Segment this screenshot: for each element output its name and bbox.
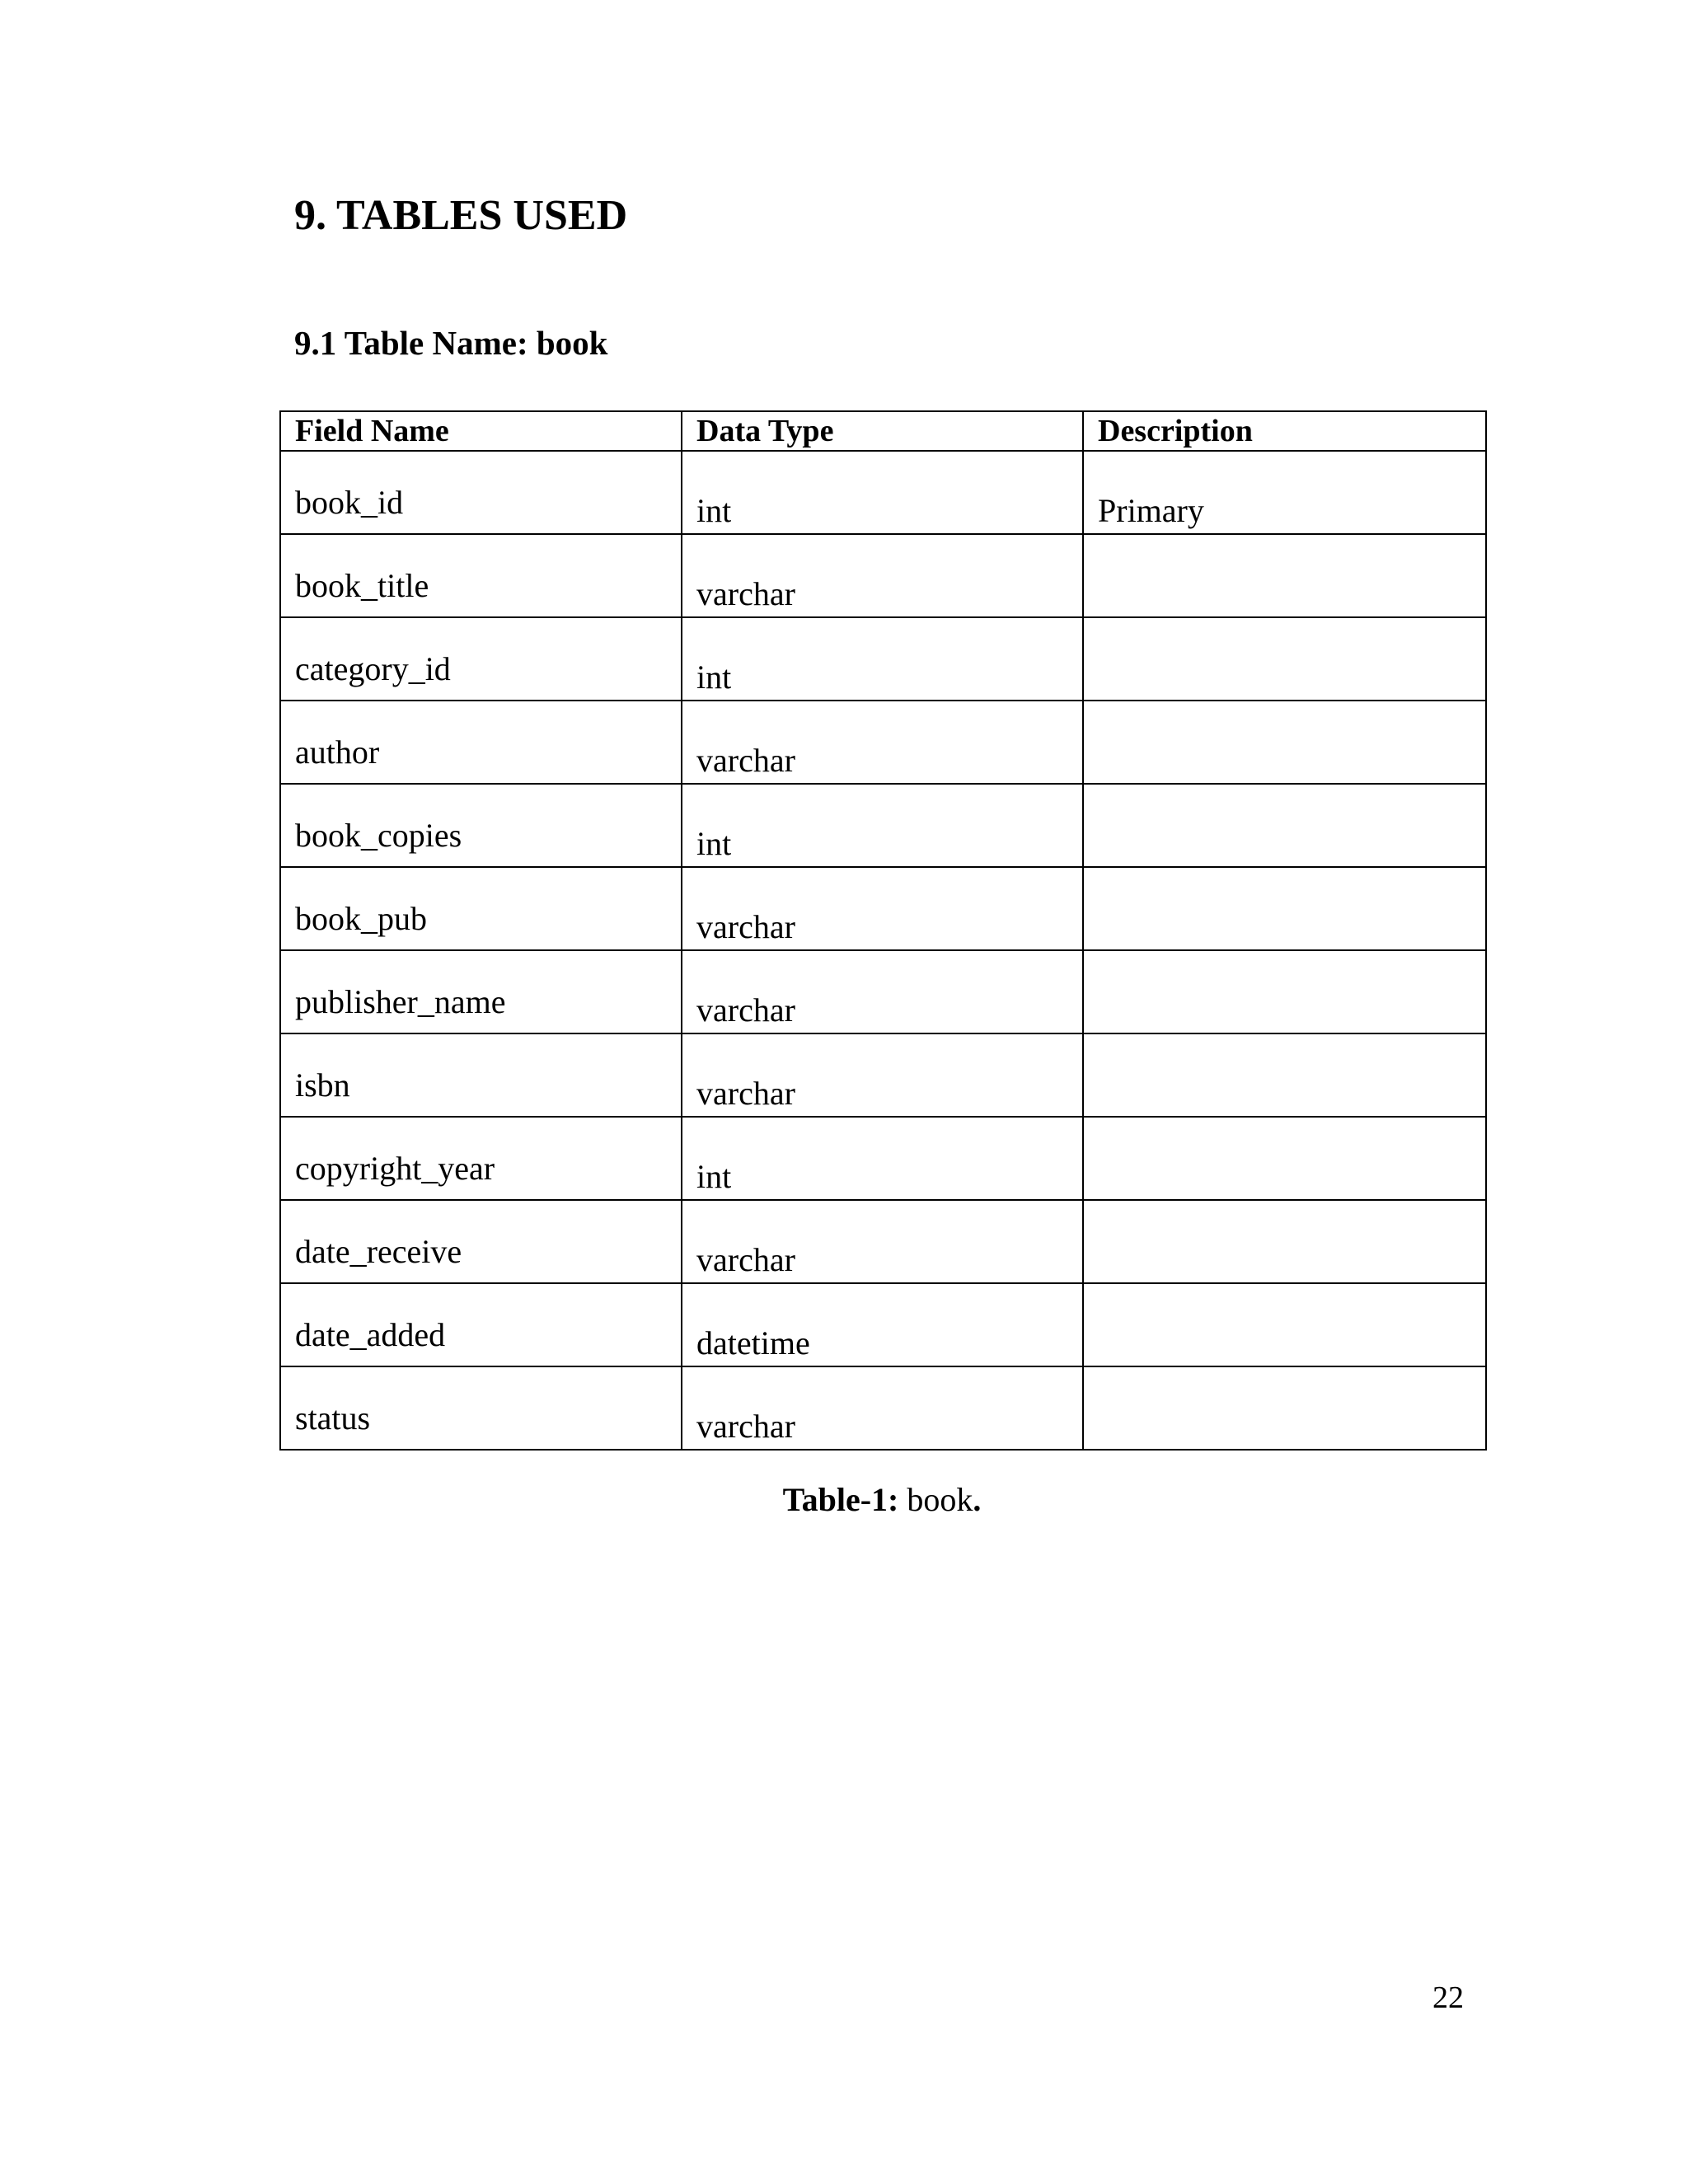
field-name: book_copies (295, 817, 462, 854)
type-cell (682, 1033, 1083, 1117)
data-type: datetime (696, 1324, 810, 1361)
field-cell (280, 701, 682, 784)
header-field-name: Field Name (280, 411, 682, 451)
desc-cell (1083, 784, 1486, 867)
data-type: int (696, 825, 732, 862)
field-cell (280, 1033, 682, 1117)
table-row (280, 701, 1486, 784)
desc-cell (1083, 617, 1486, 701)
type-cell (682, 784, 1083, 867)
field-name: author (295, 733, 380, 771)
desc-cell (1083, 1200, 1486, 1283)
type-cell (682, 1200, 1083, 1283)
table-row (280, 784, 1486, 867)
field-cell (280, 1117, 682, 1200)
table-row (280, 1366, 1486, 1450)
type-cell (682, 1366, 1083, 1450)
table-row (280, 1033, 1486, 1117)
field-name: isbn (295, 1066, 350, 1104)
field-name: book_id (295, 484, 404, 521)
type-cell (682, 451, 1083, 534)
field-name: date_added (295, 1316, 446, 1353)
field-cell (280, 950, 682, 1033)
type-cell (682, 950, 1083, 1033)
data-type: varchar (696, 908, 795, 945)
type-cell (682, 534, 1083, 617)
table-row (280, 617, 1486, 701)
field-name: publisher_name (295, 983, 506, 1020)
caption-end: . (973, 1481, 982, 1518)
desc-cell (1083, 950, 1486, 1033)
table-caption (0, 1483, 1688, 1516)
field-cell (280, 534, 682, 617)
table-row (280, 534, 1486, 617)
field-cell (280, 1200, 682, 1283)
header-description: Description (1083, 411, 1486, 451)
field-cell (280, 451, 682, 534)
field-name: status (295, 1399, 371, 1436)
description: Primary (1098, 492, 1204, 529)
section-title: 9. TABLES USED (294, 192, 628, 239)
data-type: varchar (696, 1408, 795, 1445)
table-row (280, 1200, 1486, 1283)
table-row (280, 1117, 1486, 1200)
field-name: date_receive (295, 1233, 462, 1270)
header-data-type: Data Type (682, 411, 1083, 451)
desc-cell (1083, 1366, 1486, 1450)
table-row (280, 867, 1486, 950)
type-cell (682, 617, 1083, 701)
data-type: varchar (696, 1075, 795, 1112)
type-cell (682, 1117, 1083, 1200)
type-cell (682, 1283, 1083, 1366)
desc-cell (1083, 701, 1486, 784)
data-type: varchar (696, 742, 795, 779)
table-heading: 9.1 Table Name: book (294, 324, 608, 362)
table-row (280, 1283, 1486, 1366)
field-cell (280, 784, 682, 867)
data-type: int (696, 658, 732, 696)
desc-cell (1083, 451, 1486, 534)
desc-cell (1083, 1283, 1486, 1366)
data-type: varchar (696, 991, 795, 1029)
type-cell (682, 701, 1083, 784)
desc-cell (1083, 867, 1486, 950)
desc-cell (1083, 534, 1486, 617)
desc-cell (1083, 1117, 1486, 1200)
desc-cell (1083, 1033, 1486, 1117)
field-name: book_pub (295, 900, 427, 937)
type-cell (682, 867, 1083, 950)
table-row (280, 950, 1486, 1033)
data-type: varchar (696, 1241, 795, 1278)
data-type: varchar (696, 575, 795, 612)
page-number: 22 (1432, 1980, 1464, 2015)
field-name: book_title (295, 567, 429, 604)
field-name: category_id (295, 650, 451, 687)
data-type: int (696, 492, 732, 529)
schema-table (279, 410, 1487, 1451)
caption-label: Table-1: (782, 1481, 899, 1518)
field-cell (280, 617, 682, 701)
field-cell (280, 1283, 682, 1366)
field-cell (280, 867, 682, 950)
field-name: copyright_year (295, 1150, 495, 1187)
table-header-row (280, 411, 1486, 451)
data-type: int (696, 1158, 732, 1195)
field-cell (280, 1366, 682, 1450)
table-row (280, 451, 1486, 534)
caption-text: book (898, 1481, 973, 1518)
